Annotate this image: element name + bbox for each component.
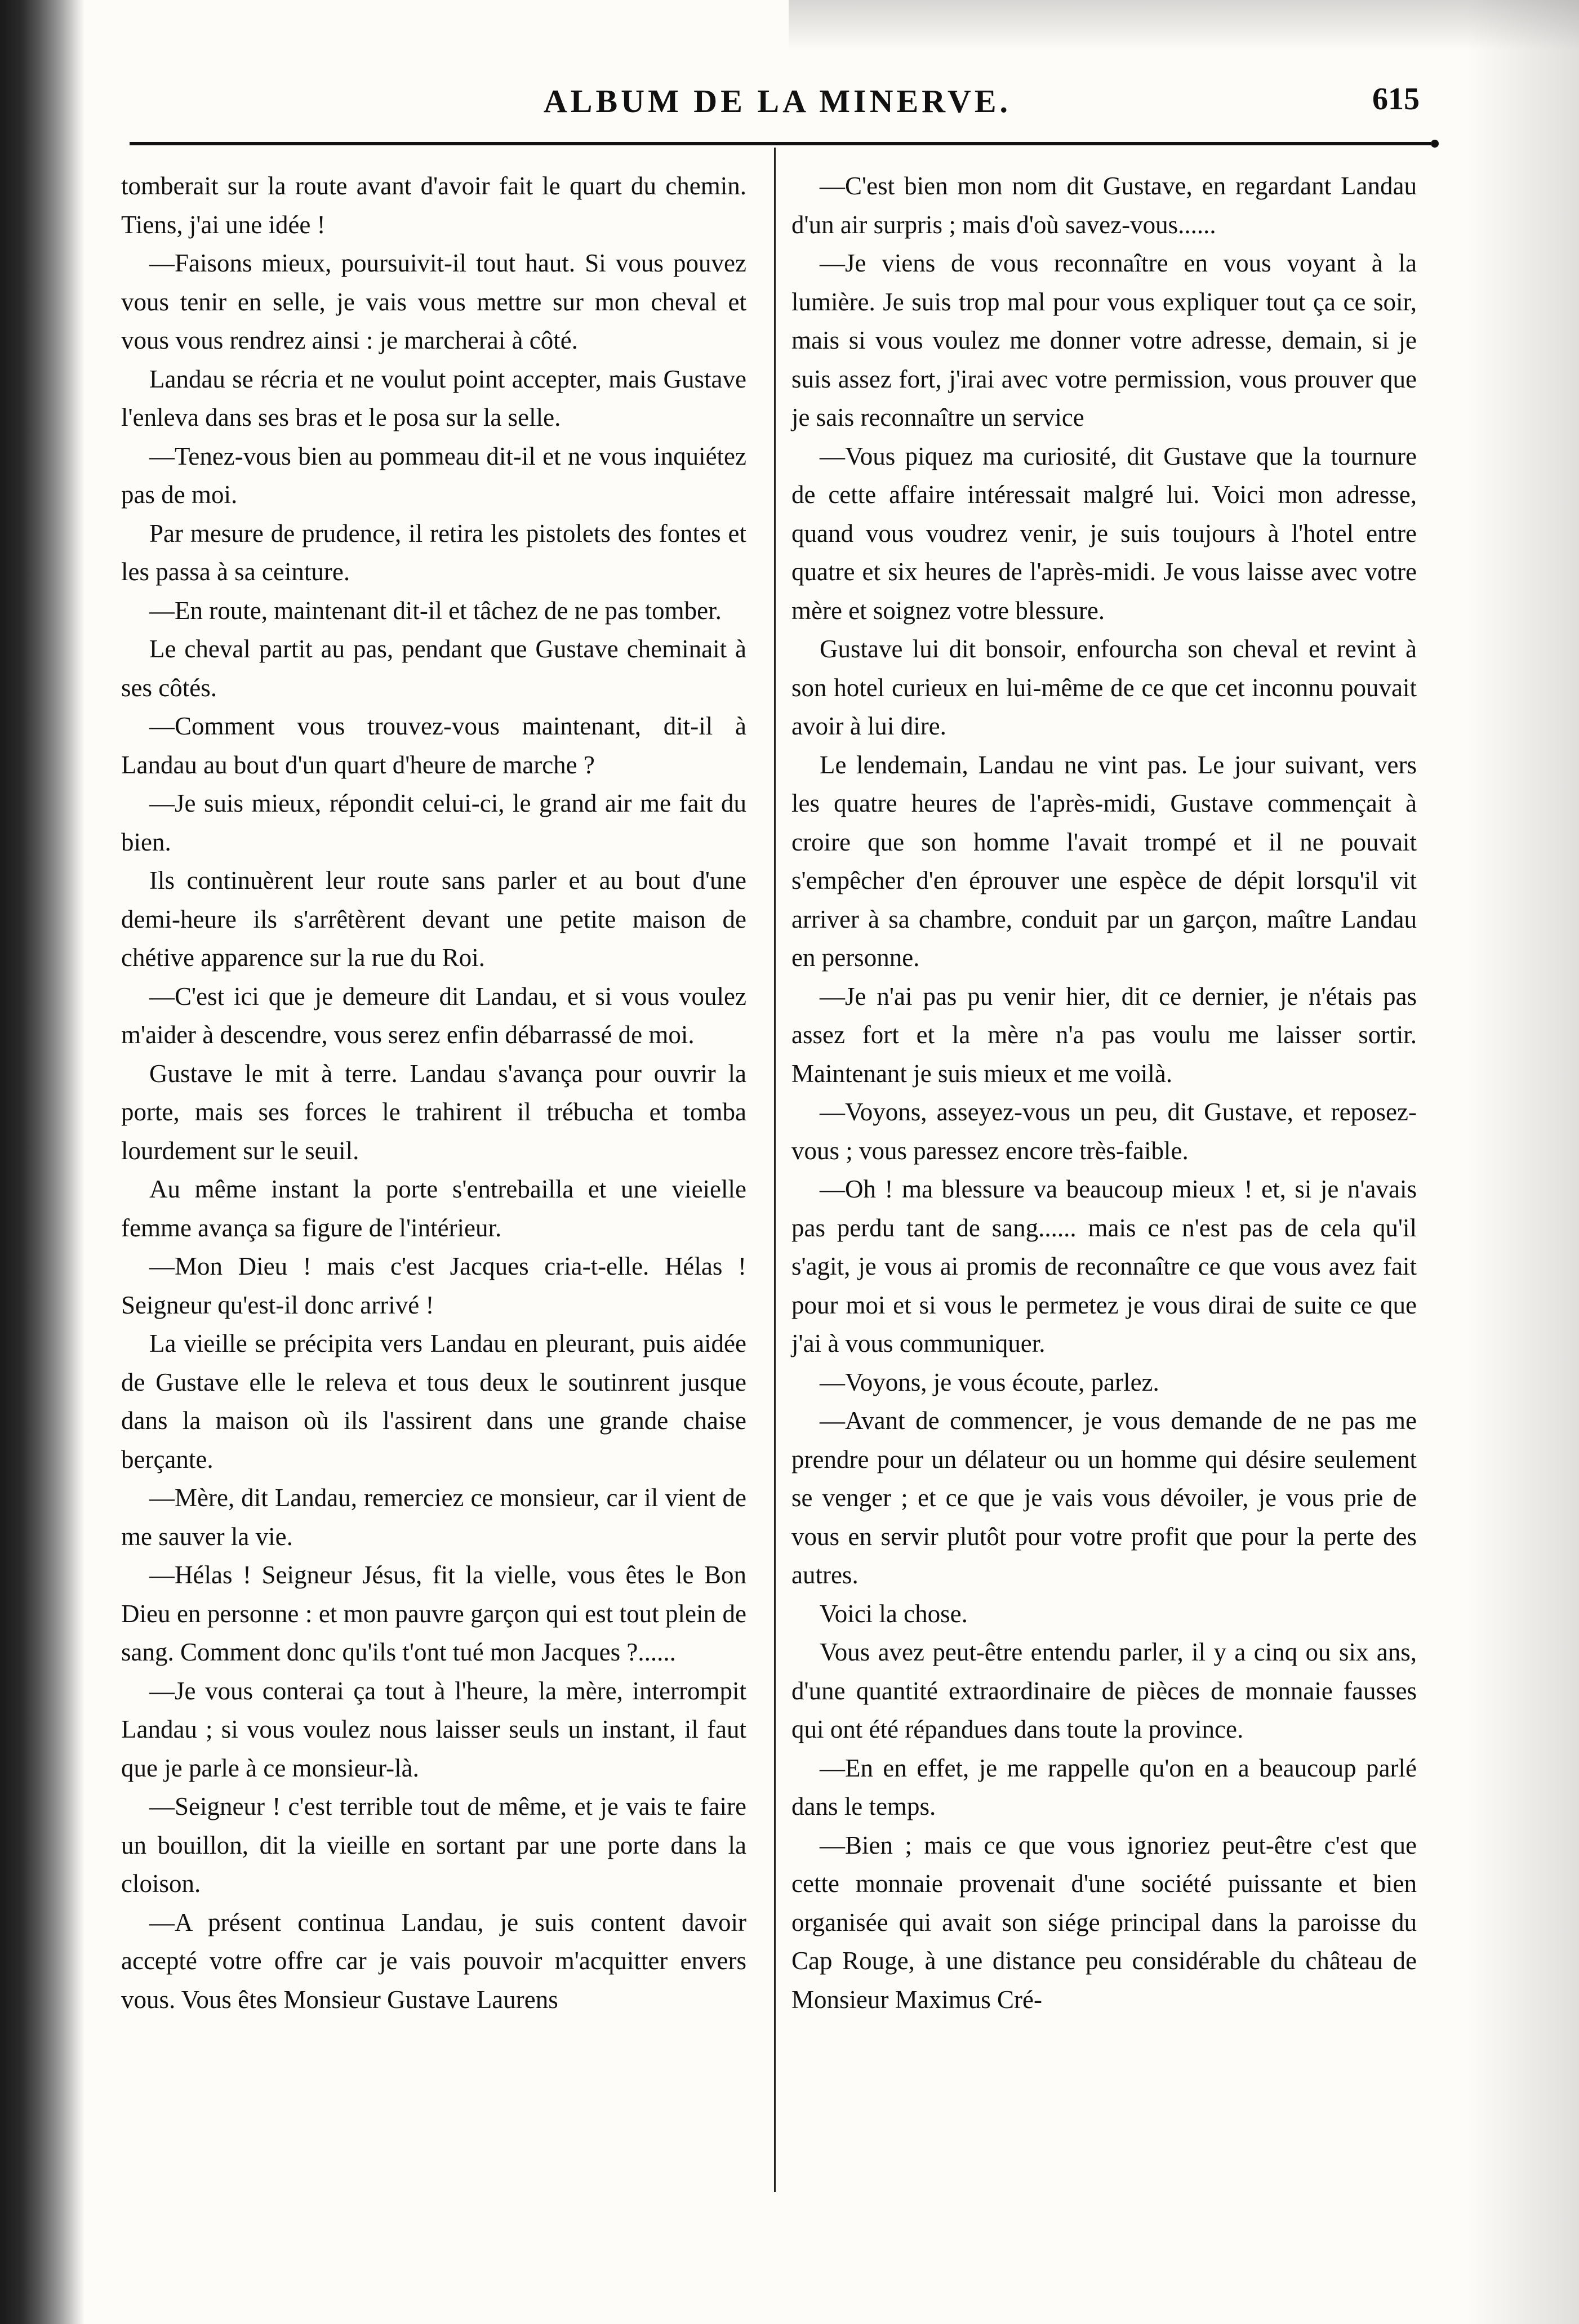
paragraph: —Tenez-vous bien au pommeau dit-il et ne vous inquiétez pas de moi. [121, 442, 746, 509]
binding-shadow [0, 0, 84, 2324]
paragraph: —Oh ! ma blessure va beaucoup mieux ! et, si je n'avais pas perdu tant de sang...... mais ce n'est pas de cela qu'il s'agit, je vous ai promis de reconnaître ce que vous avez fait pour moi et si vous le permetez je vous dirai de suite ce que j'ai à vous communiquer. [791, 1175, 1417, 1357]
running-title: ALBUM DE LA MINERVE. [543, 83, 1012, 119]
paragraph: Gustave lui dit bonsoir, enfourcha son cheval et revint à son hotel curieux en lui-même de ce que cet inconnu pouvait avoir à lui dire. [791, 635, 1417, 740]
paragraph: Le lendemain, Landau ne vint pas. Le jour suivant, vers les quatre heures de l'après-midi, Gustave commençait à croire que son homme l'avait trompé et il ne pouvait s'empêcher d'en éprouver une espèce de dépit lorsqu'il vit arriver à sa chambre, conduit par un garçon, maître Landau en personne. [791, 750, 1417, 972]
paragraph: —A présent continua Landau, je suis content davoir accepté votre offre car je vais pouvoir m'acquitter envers vous. Vous êtes Monsieur Gustave Laurens [121, 1908, 746, 2014]
scan-noise-right [1466, 0, 1579, 2324]
paragraph: Landau se récria et ne voulut point accepter, mais Gustave l'enleva dans ses bras et le posa sur la selle. [121, 364, 746, 431]
paragraph: —En route, maintenant dit-il et tâchez de ne pas tomber. [149, 596, 722, 625]
page-header [124, 73, 1431, 141]
paragraph: —Mon Dieu ! mais c'est Jacques cria-t-elle. Hélas ! Seigneur qu'est-il donc arrivé ! [121, 1252, 746, 1319]
paragraph: La vieille se précipita vers Landau en pleurant, puis aidée de Gustave elle le releva et tous deux le soutinrent jusque dans la maison où ils l'assirent dans une grande chaise berçante. [121, 1329, 746, 1473]
paragraph: —C'est bien mon nom dit Gustave, en regardant Landau d'un air surpris ; mais d'où savez-vous...... [791, 172, 1417, 239]
page-number: 615 [1372, 82, 1420, 117]
paragraph: —Bien ; mais ce que vous ignoriez peut-être c'est que cette monnaie provenait d'une société puissante et bien organisée qui avait son siége principal dans la paroisse du Cap Rouge, à une distance peu considérable du château de Monsieur Maximus Cré- [791, 1831, 1417, 2014]
paragraph: Le cheval partit au pas, pendant que Gustave cheminait à ses côtés. [121, 635, 746, 702]
paragraph: —Je viens de vous reconnaître en vous voyant à la lumière. Je suis trop mal pour vous expliquer tout ça ce soir, mais si vous voulez me donner votre adresse, demain, si je suis assez fort, j'irai avec votre permission, vous prouver que je sais reconnaître un service [791, 249, 1417, 431]
paragraph: —En en effet, je me rappelle qu'on en a beaucoup parlé dans le temps. [791, 1753, 1417, 1820]
paragraph: Voici la chose. [820, 1599, 968, 1628]
paragraph: —Voyons, asseyez-vous un peu, dit Gustave, et reposez-vous ; vous paressez encore très-faible. [791, 1098, 1417, 1165]
paragraph: —Avant de commencer, je vous demande de ne pas me prendre pour un délateur ou un homme qui désire seulement se venger ; et ce que je vais vous dévoiler, je vous prie de vous en servir plutôt pour votre profit que pour la perte des autres. [791, 1406, 1417, 1589]
paragraph: —Hélas ! Seigneur Jésus, fit la vielle, vous êtes le Bon Dieu en personne : et mon pauvre garçon qui est tout plein de sang. Comment donc qu'ils t'ont tué mon Jacques ?...... [121, 1561, 746, 1666]
paragraph: Vous avez peut-être entendu parler, il y a cinq ou six ans, d'une quantité extraordinaire de pièces de monnaie fausses qui ont été répandues dans toute la province. [791, 1638, 1417, 1743]
paragraph: —C'est ici que je demeure dit Landau, et si vous voulez m'aider à descendre, vous serez enfin débarrassé de moi. [121, 982, 746, 1049]
paragraph: —Voyons, je vous écoute, parlez. [820, 1368, 1159, 1396]
paragraph: —Je n'ai pas pu venir hier, dit ce dernier, je n'étais pas assez fort et la mère n'a pas voulu me laisser sortir. Maintenant je suis mieux et me voilà. [791, 982, 1417, 1088]
header-rule [130, 142, 1431, 145]
paragraph: tomberait sur la route avant d'avoir fait le quart du chemin. Tiens, j'ai une idée ! [121, 172, 746, 239]
scan-noise-top [789, 0, 1579, 51]
paragraph: Au même instant la porte s'entrebailla et une vieielle femme avança sa figure de l'intérieur. [121, 1175, 746, 1242]
paragraph: —Mère, dit Landau, remerciez ce monsieur, car il vient de me sauver la vie. [121, 1484, 746, 1551]
header-rule-ornament [1431, 140, 1439, 148]
paragraph: —Faisons mieux, poursuivit-il tout haut. Si vous pouvez vous tenir en selle, je vais vous mettre sur mon cheval et vous vous rendrez ainsi : je marcherai à côté. [121, 249, 746, 354]
paragraph: Gustave le mit à terre. Landau s'avança pour ouvrir la porte, mais ses forces le trahirent il trébucha et tomba lourdement sur le seuil. [121, 1059, 746, 1165]
paragraph: Ils continuèrent leur route sans parler et au bout d'une demi-heure ils s'arrêtèrent devant une petite maison de chétive apparence sur la rue du Roi. [121, 866, 746, 972]
paragraph: —Je suis mieux, répondit celui-ci, le grand air me fait du bien. [121, 789, 746, 856]
paragraph: —Comment vous trouvez-vous maintenant, dit-il à Landau au bout d'un quart d'heure de marche ? [121, 712, 746, 779]
right-column [791, 167, 1417, 2019]
column-divider [774, 148, 776, 2192]
left-column [121, 167, 746, 2019]
paragraph: —Seigneur ! c'est terrible tout de même, et je vais te faire un bouillon, dit la vieille en sortant par une porte dans la cloison. [121, 1792, 746, 1898]
paragraph: —Vous piquez ma curiosité, dit Gustave que la tournure de cette affaire intéressait malgré lui. Voici mon adresse, quand vous voudrez venir, je suis toujours à l'hotel entre quatre et six heures de l'après-midi. Je vous laisse avec votre mère et soignez votre blessure. [791, 442, 1417, 625]
paragraph: Par mesure de prudence, il retira les pistolets des fontes et les passa à sa ceinture. [121, 519, 746, 586]
paragraph: —Je vous conterai ça tout à l'heure, la mère, interrompit Landau ; si vous voulez nous laisser seuls un instant, il faut que je parle à ce monsieur-là. [121, 1676, 746, 1782]
